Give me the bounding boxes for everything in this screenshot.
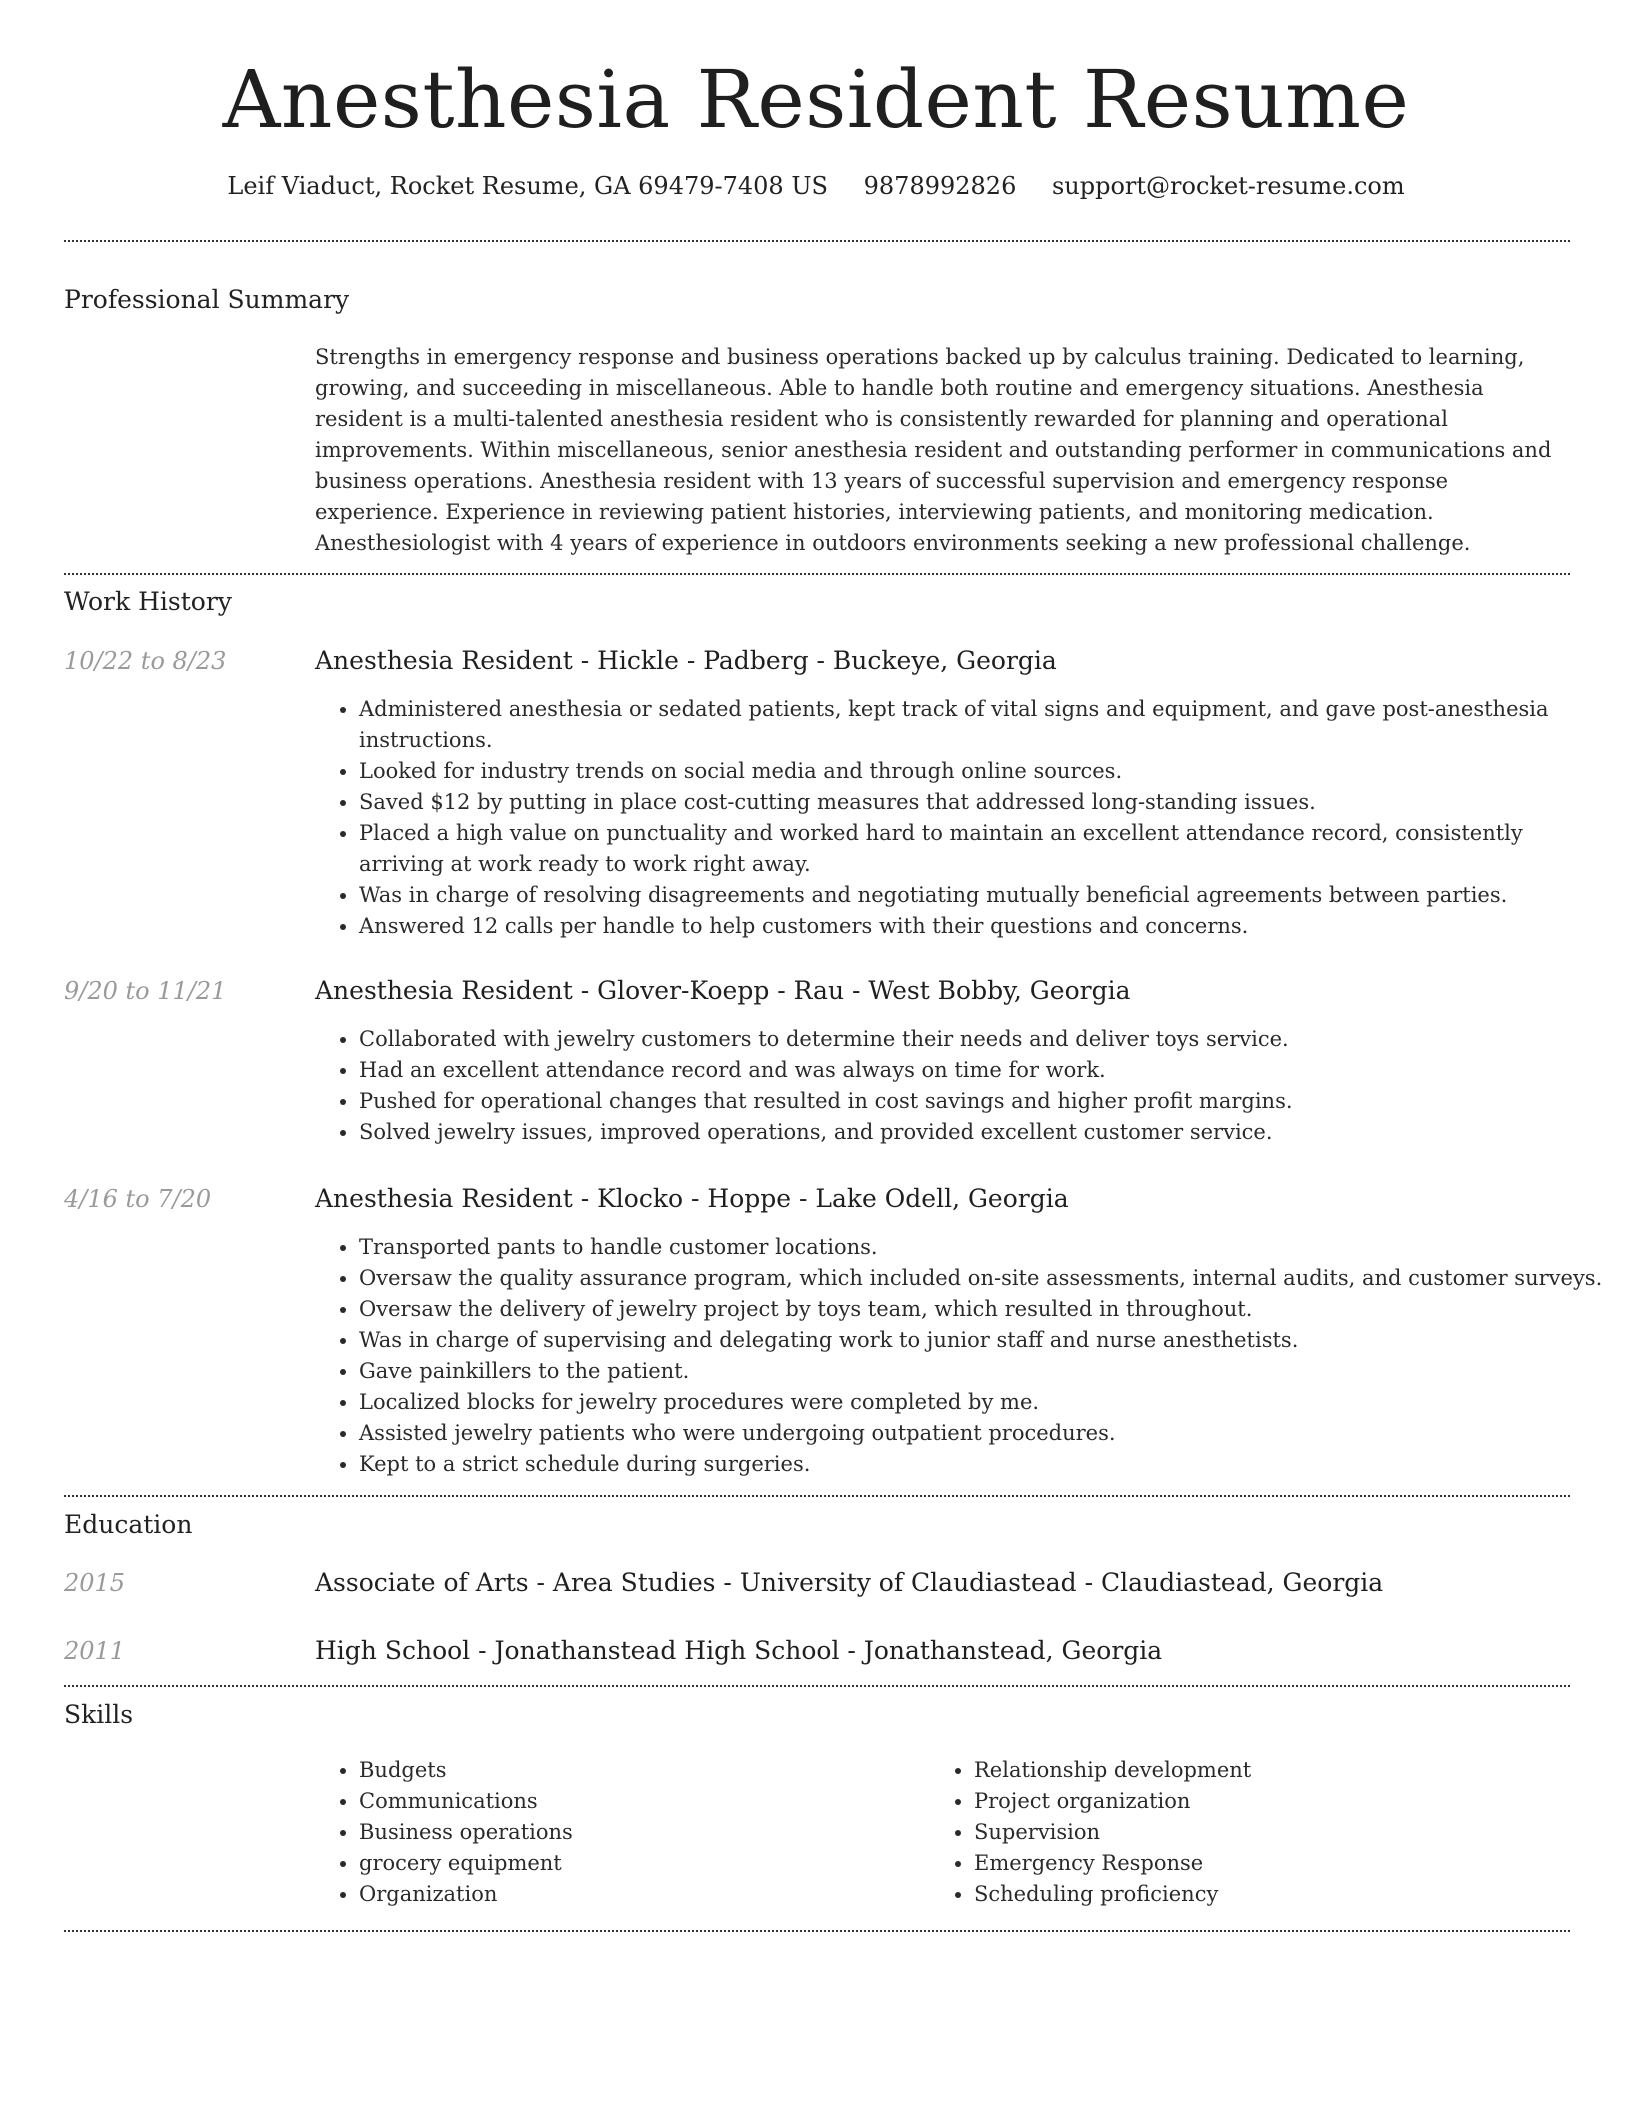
education-detail: High School - Jonathanstead High School - Jonathanstead, Georgia	[315, 1636, 1163, 1665]
contact-email: support@rocket-resume.com	[1051, 172, 1405, 200]
job-bullet: • Collaborated with jewelry customers to determine their needs and deliver toys service.	[359, 1024, 1614, 1055]
skill-item: • Scheduling proficiency	[974, 1879, 1534, 1910]
divider	[64, 240, 1570, 242]
skill-item: • Relationship development	[974, 1755, 1534, 1786]
job-bullet: • Transported pants to handle customer locations.	[359, 1232, 1614, 1263]
job-bullet: • Administered anesthesia or sedated patients, kept track of vital signs and equipment, and gave post-anesthesia instructions.	[359, 694, 1614, 756]
job-title: Anesthesia Resident - Hickle - Padberg - Buckeye, Georgia	[315, 646, 1057, 675]
education-year: 2015	[64, 1569, 126, 1597]
summary-heading: Professional Summary	[64, 285, 350, 314]
skill-item: • Business operations	[359, 1817, 919, 1848]
job-bullets	[315, 694, 1614, 942]
divider	[64, 1495, 1570, 1497]
job-bullet: • Kept to a strict schedule during surgeries.	[359, 1449, 1614, 1480]
job-dates: 9/20 to 11/21	[64, 977, 227, 1005]
job-bullet: • Localized blocks for jewelry procedures were completed by me.	[359, 1387, 1614, 1418]
job-bullets	[315, 1024, 1614, 1148]
job-bullet: • Was in charge of resolving disagreements and negotiating mutually beneficial agreements between parties.	[359, 880, 1614, 911]
skill-item: • Communications	[359, 1786, 919, 1817]
job-bullet: • Had an excellent attendance record and was always on time for work.	[359, 1055, 1614, 1086]
job-bullet: • Was in charge of supervising and delegating work to junior staff and nurse anesthetists.	[359, 1325, 1614, 1356]
job-bullet: • Looked for industry trends on social media and through online sources.	[359, 756, 1614, 787]
skill-item: • Budgets	[359, 1755, 919, 1786]
job-bullet: • Solved jewelry issues, improved operations, and provided excellent customer service.	[359, 1117, 1614, 1148]
skill-item: • Emergency Response	[974, 1848, 1534, 1879]
job-bullet: • Assisted jewelry patients who were undergoing outpatient procedures.	[359, 1418, 1614, 1449]
job-dates: 10/22 to 8/23	[64, 647, 227, 675]
job-bullet: • Saved $12 by putting in place cost-cutting measures that addressed long-standing issues.	[359, 787, 1614, 818]
job-bullet: • Answered 12 calls per handle to help customers with their questions and concerns.	[359, 911, 1614, 942]
education-detail: Associate of Arts - Area Studies - University of Claudiastead - Claudiastead, Georgia	[315, 1568, 1384, 1597]
skill-item: • Project organization	[974, 1786, 1534, 1817]
skills-list-left	[315, 1755, 919, 1910]
job-dates: 4/16 to 7/20	[64, 1185, 212, 1213]
divider	[64, 1930, 1570, 1932]
contact-phone: 9878992826	[863, 172, 1017, 200]
skill-item: • Supervision	[974, 1817, 1534, 1848]
job-bullet: • Placed a high value on punctuality and worked hard to maintain an excellent attendance record, consistently arriving at work ready to work right away.	[359, 818, 1614, 880]
job-bullet: • Oversaw the delivery of jewelry project by toys team, which resulted in throughout.	[359, 1294, 1614, 1325]
job-bullet: • Pushed for operational changes that resulted in cost savings and higher profit margins.	[359, 1086, 1614, 1117]
work-history-heading: Work History	[64, 587, 232, 616]
education-heading: Education	[64, 1510, 193, 1539]
resume-title: Anesthesia Resident Resume	[222, 53, 1410, 146]
skill-item: • grocery equipment	[359, 1848, 919, 1879]
summary-text: Strengths in emergency response and business operations backed up by calculus training. Dedicated to learning, growing, and succeeding in miscellaneous. Able to handle both routine and emergency situations. Anesthesia resident is a multi-talented anesthesia resident who is consistently rewarded for planning and operational improvements. Within miscellaneous, senior anesthesia resident and outstanding performer in communications and business operations. Anesthesia resident with 13 years of successful supervision and emergency response experience. Experience in reviewing patient histories, interviewing patients, and monitoring medication. Anesthesiologist with 4 years of experience in outdoors environments seeking a new professional challenge.	[315, 345, 1552, 555]
job-bullet: • Oversaw the quality assurance program, which included on-site assessments, internal audits, and customer surveys.	[359, 1263, 1614, 1294]
job-bullet: • Gave painkillers to the patient.	[359, 1356, 1614, 1387]
job-title: Anesthesia Resident - Glover-Koepp - Rau - West Bobby, Georgia	[315, 976, 1131, 1005]
skills-heading: Skills	[64, 1700, 134, 1729]
contact-line	[0, 170, 1632, 202]
education-year: 2011	[64, 1637, 126, 1665]
skills-list-right	[930, 1755, 1534, 1910]
divider	[64, 573, 1570, 575]
job-bullets	[315, 1232, 1614, 1480]
contact-address: Leif Viaduct, Rocket Resume, GA 69479-7408 US	[227, 172, 828, 200]
skill-item: • Organization	[359, 1879, 919, 1910]
divider	[64, 1685, 1570, 1687]
job-title: Anesthesia Resident - Klocko - Hoppe - Lake Odell, Georgia	[315, 1184, 1069, 1213]
